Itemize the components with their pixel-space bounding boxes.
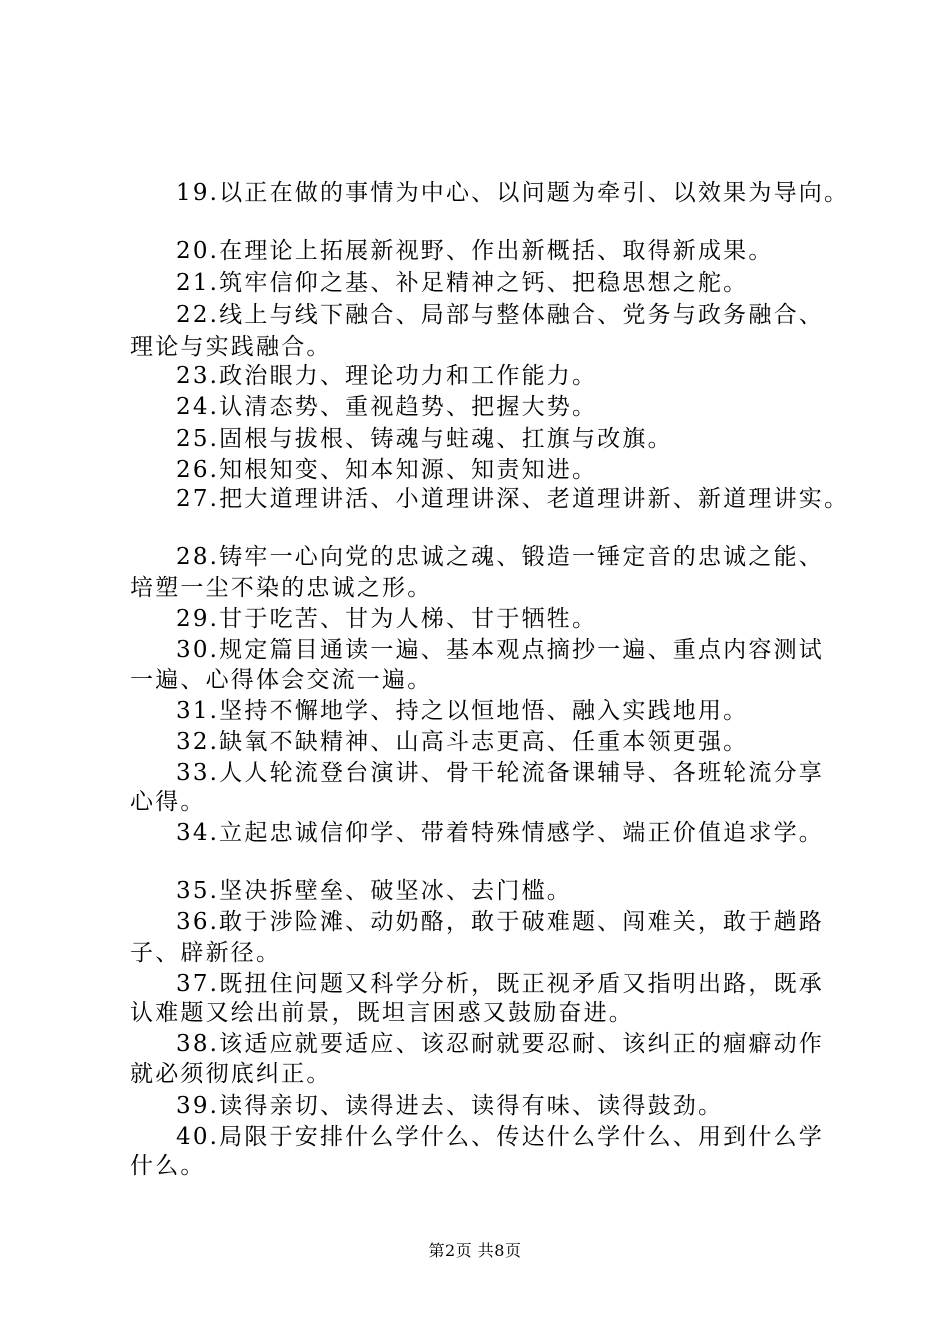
list-item-continuation: 什么。 xyxy=(130,1153,206,1179)
list-item-continuation: 心得。 xyxy=(130,789,206,815)
list-item: 21.筑牢信仰之基、补足精神之钙、把稳思想之舵。 xyxy=(176,270,749,296)
list-item: 31.坚持不懈地学、持之以恒地悟、融入实践地用。 xyxy=(176,698,749,724)
list-item: 27.把大道理讲活、小道理讲深、老道理讲新、新道理讲实。 xyxy=(176,486,850,512)
page-number-label: 第2页 共8页 xyxy=(428,1241,522,1260)
list-item: 22.线上与线下融合、局部与整体融合、党务与政务融合、 xyxy=(176,302,824,328)
list-item: 20.在理论上拓展新视野、作出新概括、取得新成果。 xyxy=(176,238,774,264)
list-item: 28.铸牢一心向党的忠诚之魂、锻造一锤定音的忠诚之能、 xyxy=(176,544,824,570)
list-item: 30.规定篇目通读一遍、基本观点摘抄一遍、重点内容测试 xyxy=(176,637,824,663)
page-footer xyxy=(0,1240,950,1262)
list-item: 25.固根与拔根、铸魂与蛀魂、扛旗与改旗。 xyxy=(176,426,673,452)
list-item: 36.敢于涉险滩、动奶酪，敢于破难题、闯难关，敢于趟路 xyxy=(176,909,824,935)
list-item: 39.读得亲切、读得进去、读得有味、读得鼓劲。 xyxy=(176,1093,724,1119)
list-item: 35.坚决拆壁垒、破坚冰、去门槛。 xyxy=(176,878,572,904)
list-item: 26.知根知变、知本知源、知责知进。 xyxy=(176,457,598,483)
list-item: 32.缺氧不缺精神、山高斗志更高、任重本领更强。 xyxy=(176,729,749,755)
list-item-continuation: 子、辟新径。 xyxy=(130,940,282,966)
list-item-continuation: 培塑一尘不染的忠诚之形。 xyxy=(130,575,433,601)
list-item: 33.人人轮流登台演讲、骨干轮流备课辅导、各班轮流分享 xyxy=(176,760,824,786)
list-item: 38.该适应就要适应、该忍耐就要忍耐、该纠正的痼癖动作 xyxy=(176,1031,824,1057)
list-item: 34.立起忠诚信仰学、带着特殊情感学、端正价值追求学。 xyxy=(176,820,824,846)
list-item: 29.甘于吃苦、甘为人梯、甘于牺牲。 xyxy=(176,606,598,632)
list-item-continuation: 认难题又绘出前景，既坦言困惑又鼓励奋进。 xyxy=(130,1000,634,1026)
list-item: 24.认清态势、重视趋势、把握大势。 xyxy=(176,394,598,420)
list-item-continuation: 一遍、心得体会交流一遍。 xyxy=(130,667,433,693)
list-item-continuation: 就必须彻底纠正。 xyxy=(130,1061,332,1087)
list-item-continuation: 理论与实践融合。 xyxy=(130,334,332,360)
list-item: 40.局限于安排什么学什么、传达什么学什么、用到什么学 xyxy=(176,1124,824,1150)
list-item: 37.既扭住问题又科学分析，既正视矛盾又指明出路，既承 xyxy=(176,971,824,997)
list-item: 19.以正在做的事情为中心、以问题为牵引、以效果为导向。 xyxy=(176,180,850,206)
list-item: 23.政治眼力、理论功力和工作能力。 xyxy=(176,363,598,389)
